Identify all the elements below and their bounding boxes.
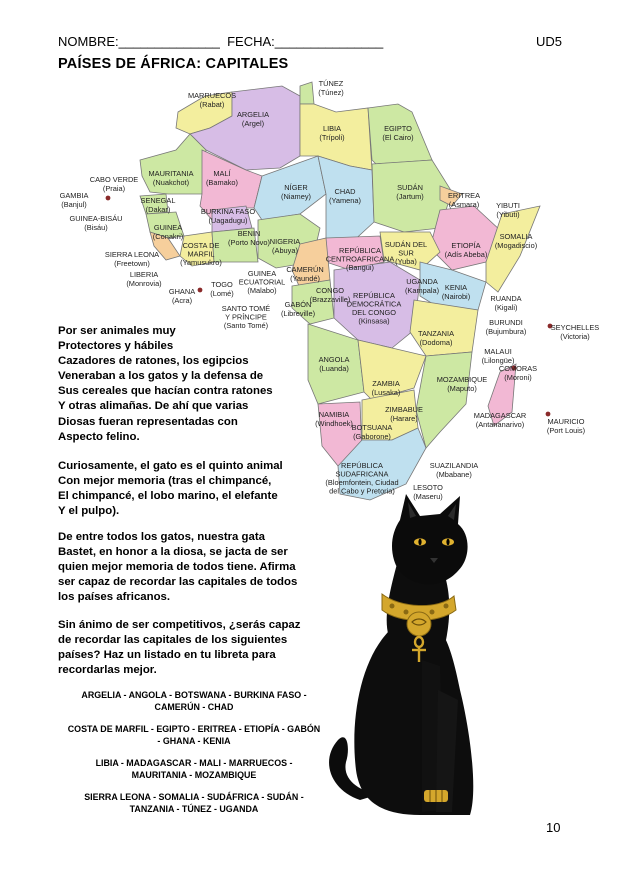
label-malaui: MALAUI (Lilongüe) bbox=[481, 347, 515, 365]
label-guinea-ecuatorial: GUINEA ECUATORIAL (Malabo) bbox=[238, 269, 286, 295]
paragraph-challenge: Sin ánimo de ser competitivos, ¿serás capaz de recordar las capitales de los siguientes países? Haz un listado en tu libreta para recordarlas mejor. bbox=[58, 619, 301, 677]
label-burkina: BURKINA FASO (Uagadugu) bbox=[200, 207, 256, 225]
label-comoras: COMORAS (Moroni) bbox=[498, 364, 538, 382]
region-tanzania bbox=[410, 300, 478, 356]
label-sierra-leona: SIERRA LEONA (Freetown) bbox=[104, 250, 160, 268]
label-angola: ANGOLA (Luanda) bbox=[318, 355, 350, 373]
label-guinea-bisau: GUINEA-BISÁU (Bisáu) bbox=[69, 214, 123, 232]
label-libia: LIBIA (Trípoli) bbox=[319, 124, 345, 142]
label-ghana: GHANA (Acra) bbox=[168, 287, 196, 305]
label-egipto: EGIPTO (El Cairo) bbox=[382, 124, 414, 142]
label-niger: NÍGER (Niamey) bbox=[281, 183, 311, 201]
label-camerun: CAMERÚN (Yaundé) bbox=[286, 265, 324, 283]
label-seychelles: SEYCHELLES (Victoria) bbox=[550, 323, 600, 341]
label-zambia: ZAMBIA (Lusaka) bbox=[371, 379, 401, 397]
country-list-2: COSTA DE MARFIL - EGIPTO - ERITREA - ETIOPÍA - GABÓN - GHANA - KENIA bbox=[67, 724, 321, 746]
bastet-cat-illustration bbox=[320, 490, 520, 830]
label-santo-tome: SANTO TOMÉ Y PRÍNCIPE (Santo Tomé) bbox=[221, 304, 271, 330]
name-date-line: NOMBRE:______________ FECHA:_______________ bbox=[58, 34, 384, 49]
paragraph-bastet: De entre todos los gatos, nuestra gata Bastet, en honor a la diosa, se jacta de ser quien mejor memoria de todos tiene. Afirma ser capaz de recordar las capitales de todos los países africanos. bbox=[58, 531, 298, 604]
label-benin: BENIN (Porto Novo) bbox=[228, 229, 270, 247]
label-argelia: ARGELIA (Argel) bbox=[236, 110, 270, 128]
label-etiopia: ETIOPÍA (Adís Abeba) bbox=[444, 241, 488, 259]
page-title: PAÍSES DE ÁFRICA: CAPITALES bbox=[58, 56, 289, 72]
label-yibuti: YIBUTI (Yibuti) bbox=[496, 201, 520, 219]
label-ruanda: RUANDA (Kigali) bbox=[490, 294, 522, 312]
label-chad: CHAD (Yamena) bbox=[329, 187, 361, 205]
label-lesoto: LESOTO (Maseru) bbox=[413, 483, 443, 501]
region-tunisia bbox=[300, 82, 314, 104]
label-mali: MALÍ (Bamako) bbox=[205, 169, 239, 187]
paragraph-intro: Por ser animales muy Protectores y hábiles Cazadores de ratones, los egipcios Veneraban a los gatos y la defensa de Sus cereales que hacían contra ratones Y otras alimañas. De ahí que varias Diosas fueran representadas con Aspecto felino. bbox=[58, 325, 273, 443]
label-liberia: LIBERIA (Monrovia) bbox=[126, 270, 162, 288]
label-costa-marfil: COSTA DE MARFIL (Yamusukro) bbox=[180, 241, 222, 267]
label-gabon: GABÓN (Libreville) bbox=[280, 300, 316, 318]
unit-label: UD5 bbox=[536, 34, 563, 49]
region-mozambique bbox=[416, 352, 472, 448]
label-mozambique: MOZAMBIQUE (Maputo) bbox=[436, 375, 488, 393]
label-guinea: GUINEA (Conakri) bbox=[152, 223, 184, 241]
label-sudafrica: REPÚBLICA SUDAFRICANA (Bloemfontein, Ciudad del Cabo y Pretoria) bbox=[325, 461, 399, 496]
label-tunez: TÚNEZ (Túnez) bbox=[318, 79, 344, 97]
label-uganda: UGANDA (Kampala) bbox=[404, 277, 440, 295]
country-list-1: ARGELIA - ANGOLA - BOTSWANA - BURKINA FASO - CAMERÚN - CHAD bbox=[81, 690, 307, 712]
country-list-4: SIERRA LEONA - SOMALIA - SUDÁFRICA - SUDÁN - TANZANIA - TÚNEZ - UGANDA bbox=[84, 792, 304, 814]
page-number: 10 bbox=[546, 820, 561, 835]
label-rca: REPÚBLICA CENTROAFRICANA (Bangui) bbox=[325, 246, 395, 272]
label-nigeria: NIGERIA (Abuya) bbox=[269, 237, 301, 255]
label-eritrea: ERITREA (Asmara) bbox=[447, 191, 481, 209]
country-list-3: LIBIA - MADAGASCAR - MALI - MARRUECOS - MAURITANIA - MOZAMBIQUE bbox=[95, 758, 293, 780]
label-gambia: GAMBIA (Banjul) bbox=[59, 191, 89, 209]
label-suazilandia: SUAZILANDIA (Mbabane) bbox=[429, 461, 479, 479]
label-rdc: REPÚBLICA DEMOCRÁTICA DEL CONGO (Kinsasa) bbox=[346, 291, 402, 326]
label-congo: CONGO (Brazzaville) bbox=[309, 286, 351, 304]
label-somalia: SOMALIA (Mogadiscio) bbox=[494, 232, 538, 250]
label-marruecos: MARRUECOS (Rabat) bbox=[187, 91, 237, 109]
label-kenia: KENIA (Nairobi) bbox=[441, 283, 471, 301]
label-mauricio: MAURICIO (Port Louis) bbox=[546, 417, 586, 435]
label-senegal: SENEGAL (Dakar) bbox=[140, 196, 176, 214]
label-mauritania: MAURITANIA (Nuakchot) bbox=[148, 169, 194, 187]
label-madagascar: MADAGASCAR (Antananarivo) bbox=[473, 411, 527, 429]
label-sudan: SUDÁN (Jartum) bbox=[396, 183, 424, 201]
label-sudan-sur: SUDÁN DEL SUR (Yuba) bbox=[384, 240, 428, 266]
label-tanzania: TANZANIA (Dodoma) bbox=[418, 329, 454, 347]
label-togo: TOGO (Lomé) bbox=[210, 280, 234, 298]
label-burundi: BURUNDI (Bujumbura) bbox=[485, 318, 527, 336]
label-zimbabue: ZIMBABUE (Harare) bbox=[385, 405, 423, 423]
label-cabo-verde: CABO VERDE (Praia) bbox=[89, 175, 139, 193]
label-namibia: NAMIBIA (Windhoek) bbox=[315, 410, 353, 428]
paragraph-memory: Curiosamente, el gato es el quinto animal Con mejor memoria (tras el chimpancé, El chimpancé, el lobo marino, el elefante Y el pulpo). bbox=[58, 460, 283, 518]
label-botsuana: BOTSUANA (Gaborone) bbox=[351, 423, 393, 441]
